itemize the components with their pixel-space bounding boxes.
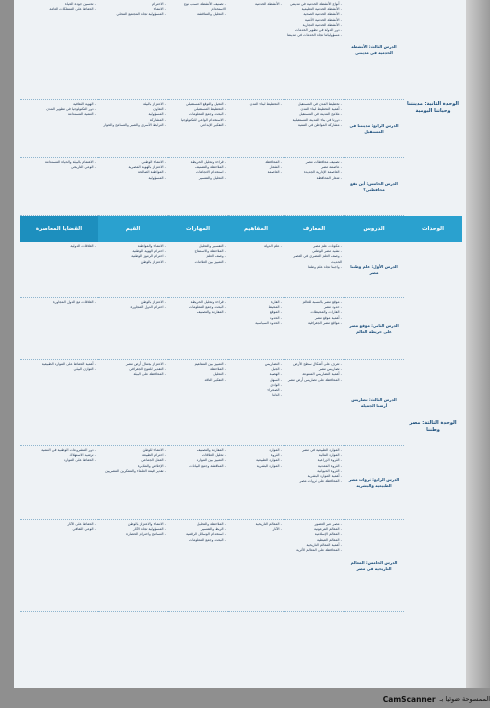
cell-line: - المحافظة (265, 160, 282, 164)
knowledge-cell (284, 446, 344, 520)
cell-line: - الانتماء للوطن (142, 448, 166, 452)
skills-cell (168, 520, 228, 612)
cell-line: - المعالم الإسلامية (314, 532, 342, 537)
cell-line: - البحث وجمع المعلومات (188, 537, 226, 542)
camscanner-brand: CamScanner (382, 694, 436, 704)
values-cell (98, 360, 168, 446)
issues-cell (20, 242, 98, 298)
cell-line: - موقع مصر بالنسبة للعالم (302, 300, 342, 304)
cell-line: - العلاقات مع الدول المجاورة (52, 300, 96, 304)
cell-line: - المسؤولية تجاه الآثار (133, 527, 166, 532)
column-header: القضايا المعاصرة (20, 216, 98, 242)
concepts-cell (228, 298, 284, 360)
cell-line: - وصف العلم المصري في العصر الحديث (293, 254, 342, 264)
skills-cell (168, 158, 228, 216)
cell-line: - الثروة الحيوانية (317, 468, 342, 473)
lesson-title: الدرس الأول: علم وطننا مصر (344, 242, 404, 298)
cell-line: - دور المشروعات الوطنية في التنمية (41, 448, 96, 452)
scanned-by-label: الممسوحة ضوئيا بـ (439, 695, 490, 703)
knowledge-cell (284, 298, 344, 360)
cell-line: - تخطيط المدن في المستقبل (297, 102, 342, 106)
cell-line: - شعار المحافظة (316, 175, 342, 180)
cell-line: - التنمية المستدامة (67, 112, 96, 117)
concepts-cell (228, 0, 284, 100)
column-header: الوحدات (404, 216, 462, 242)
values-cell (98, 100, 168, 158)
cell-line: - احترام الهوية الوطنية (132, 249, 166, 254)
concepts-cell (228, 242, 284, 298)
cell-line: - التخطيط المستقبلي (193, 107, 226, 112)
cell-line: - المعالم التاريخية (255, 522, 282, 526)
cell-line: - الثروة الزراعية (317, 458, 342, 463)
cell-line: - مصر عبر العصور (314, 522, 342, 526)
cell-line: - الإخلاص والمثابرة (137, 463, 166, 468)
cell-line: - التحليل (213, 372, 226, 377)
column-header: الدروس (344, 216, 404, 242)
cell-line: - مشاركة المواطن في التنمية (297, 122, 342, 127)
cell-line: - التوازن البيئي (73, 367, 96, 372)
concepts-cell (228, 100, 284, 158)
column-header: القيم (98, 216, 168, 242)
cell-line: - التخيل والتوقع المستقبلي (186, 102, 226, 106)
lesson-title: الدرس الثالث: الأنشطة الخدمية في مدينتي (344, 0, 404, 100)
skills-cell (168, 0, 228, 100)
lesson-title: الدرس الثالث: تضاريس أرضنا الجميلة (344, 360, 404, 446)
skills-cell (168, 242, 228, 298)
cell-line: - أهمية التضاريس المتنوعة (302, 372, 342, 377)
scanner-footer (320, 690, 490, 708)
cell-line: - الاعتزاز بالوطن (140, 259, 166, 264)
concepts-cell (228, 360, 284, 446)
cell-line: - القارات والمحيطات (310, 310, 342, 315)
cell-line: - المحافظة على المعالم الأثرية (296, 548, 342, 553)
skills-cell (168, 298, 228, 360)
cell-line: - البحث وجمع المعلومات (188, 112, 226, 117)
cell-line: - المقارنة والتصنيف (196, 448, 226, 452)
cell-line: - الوعي التاريخي (71, 165, 96, 170)
cell-line: - العاصمة الإدارية الجديدة (303, 170, 342, 175)
cell-line: - أهمية الموارد البشرية (307, 474, 342, 479)
cell-line: - الهضبة (269, 372, 282, 377)
cell-line: - احترام الدول المجاورة (130, 305, 166, 310)
cell-line: - التحليل والتفسير (198, 175, 226, 180)
cell-line: - المحافظة على تضاريس أرض مصر (287, 377, 342, 382)
cell-line: - القارة (270, 300, 282, 304)
lesson-title: الدرس الرابع: مدينتنا في المستقبل (344, 100, 404, 158)
cell-line: - الموقع (269, 310, 282, 315)
cell-line: - التمييز بين المفاهيم (194, 362, 226, 366)
cell-line: - أهمية موقع مصر (314, 315, 342, 320)
cell-line: - التضاريس (264, 362, 282, 366)
cell-line: - أهمية التخطيط لبناء المدن (300, 107, 342, 112)
cell-line: - واجبنا تجاه علم وطننا (308, 264, 342, 269)
cell-line: - التفكير الإبداعي (200, 122, 226, 127)
cell-line: - التعاون (153, 107, 166, 112)
cell-line: - الملاحظة والتصنيف (195, 165, 226, 170)
values-cell (98, 158, 168, 216)
column-header: المفاهيم (228, 216, 284, 242)
cell-line: - الحدود السياسية (255, 320, 282, 325)
knowledge-cell (284, 100, 344, 158)
cell-line: - الآثار (272, 527, 282, 532)
cell-line: - المشاركة (149, 117, 166, 122)
cell-line: - المسؤولية (148, 112, 166, 117)
values-cell (98, 242, 168, 298)
cell-line: - ترشيد الاستهلاك (69, 453, 96, 458)
cell-line: - الصحراء (267, 388, 282, 393)
cell-line: - تعرف على أشكال سطح الأرض (293, 362, 342, 366)
cell-line: - المحافظة على ثروات مصر (299, 479, 342, 484)
cell-line: - الهوية الثقافية (73, 102, 96, 106)
curriculum-table (20, 0, 462, 688)
issues-cell (20, 0, 98, 100)
cell-line: - الملاحظة (210, 367, 226, 372)
cell-line: - الدلتا (272, 393, 282, 398)
issues-cell (20, 446, 98, 520)
knowledge-cell (284, 242, 344, 298)
cell-line: - التقدير للتنوع الجغرافي (129, 367, 166, 372)
cell-line: - أنواع الأنشطة الخدمية في مدينتي (289, 2, 342, 6)
cell-line: - الاحترام (152, 2, 166, 6)
cell-line: - دور التكنولوجيا في تطوير المدن (46, 107, 96, 112)
cell-line: - التمييز بين العلامات (194, 259, 226, 264)
cell-line: - التخطيط لبناء المدن (249, 102, 282, 106)
cell-line: - الأنشطة الخدمية التجارية (302, 22, 342, 27)
cell-line: - مسؤولياتنا تجاه الخدمات في مدينتنا (286, 33, 342, 38)
issues-cell (20, 298, 98, 360)
issues-cell (20, 520, 98, 612)
cell-line: - دورنا في بناء المدينة المستقبلية (292, 117, 342, 122)
knowledge-cell (284, 520, 344, 612)
issues-cell (20, 360, 98, 446)
cell-line: - قراءة وتحليل الخريطة (190, 160, 226, 164)
cell-line: - المسؤولية (148, 175, 166, 180)
lesson-title: الدرس الثاني: موقع مصر على خريطة العالم (344, 298, 404, 360)
cell-line: - التفسير والتحليل (198, 244, 226, 248)
cell-line: - تضاريس مصر (318, 367, 342, 372)
page-fold-shadow (466, 0, 490, 688)
cell-line: - الترابط الأسري والصبر والتسامح والحوار (103, 122, 166, 127)
cell-line: - التحليل والمناقشة (196, 12, 226, 17)
cell-line: - تحسين جودة الحياة (64, 2, 96, 6)
knowledge-cell (284, 158, 344, 216)
cell-line: - دور الدولة في تطوير الخدمات (294, 28, 342, 33)
cell-line: - الانتماء والمواطنة (137, 244, 166, 248)
concepts-cell (228, 158, 284, 216)
cell-line: - الأنشطة الخدمية الصحية (303, 12, 342, 17)
knowledge-cell (284, 360, 344, 446)
cell-line: - الاعتزاز بجمال أرض مصر (125, 362, 166, 366)
lesson-title: الدرس الخامس: أين تقع محافظتي؟ (344, 158, 404, 216)
cell-line: - أهمية الحفاظ على الموارد الطبيعية (41, 362, 96, 366)
skills-cell (168, 100, 228, 158)
cell-line: - الثروة (270, 453, 282, 458)
values-cell (98, 520, 168, 612)
cell-line: - المسؤولية تجاه المجتمع المحلي (116, 12, 166, 17)
cell-line: - الملاحظة والاستنتاج (194, 249, 226, 254)
values-cell (98, 0, 168, 100)
cell-line: - ملامح المدينة في المستقبل (298, 112, 342, 117)
cell-line: - العاصمة (267, 170, 282, 175)
cell-line: - الأنشطة الخدمية الأمنية (304, 17, 342, 22)
values-cell (98, 298, 168, 360)
cell-line: - المعالم القبطية (316, 537, 342, 542)
cell-line: - الموارد الطبيعية في مصر (302, 448, 342, 452)
cell-line: - الأنشطة الخدمية (255, 2, 282, 6)
cell-line: - العمل الجماعي (141, 458, 166, 463)
cell-line: - احترام الرموز الوطنية (131, 254, 166, 259)
cell-line: - الحفاظ على الموارد (63, 458, 96, 463)
cell-line: - الملاحظة والتحليل (196, 522, 226, 526)
cell-line: - المحيط (268, 305, 282, 310)
cell-line: - التمييز بين الموارد (196, 458, 226, 463)
cell-line: - الثروة المعدنية (317, 463, 342, 468)
cell-line: - الاستخدام الواعي للتكنولوجيا (180, 117, 226, 122)
cell-line: - وصف العلم (206, 254, 226, 259)
cell-line: - تقدير قيمة العلماء والمفكرين المصريين (105, 468, 166, 473)
cell-line: - الموارد المائية (318, 453, 342, 458)
cell-line: - التفكير الناقد (204, 377, 226, 382)
cell-line: - التسامح واحترام الحضارة (126, 532, 166, 537)
cell-line: - الانتماء (153, 7, 166, 12)
concepts-cell (228, 446, 284, 520)
cell-line: - الموارد البشرية (256, 463, 282, 468)
cell-line: - الأنشطة الخدمية التعليمية (301, 7, 342, 12)
cell-line: - المناقشة وجمع البيانات (189, 463, 226, 468)
cell-line: - استخدام الوسائل الرقمية (186, 532, 226, 537)
cell-line: - نشيد مصر الوطني (312, 249, 342, 254)
cell-line: - الربط والتفسير (200, 527, 226, 532)
cell-line: - المواطنة الصالحة (137, 170, 166, 175)
cell-line: - عاصمة مصر (321, 165, 342, 170)
cell-line: - المعالم الفرعونية (314, 527, 342, 532)
cell-line: - المقارنة والتصنيف (196, 310, 226, 315)
cell-line: - الاعتزاز بالوطن (140, 300, 166, 304)
issues-cell (20, 158, 98, 216)
cell-line: - قراءة وتحليل الخريطة (190, 300, 226, 304)
cell-line: - الموارد الطبيعية (256, 458, 282, 463)
cell-line: - الانتماء والاعتزاز بالوطن (127, 522, 166, 526)
unit-title: الوحدة الثانية: مدينتنا وحياتنا اليومية (407, 101, 459, 114)
values-cell (98, 446, 168, 520)
cell-line: - المحافظة على البيئة (133, 372, 166, 377)
cell-line: - الوادي (270, 382, 282, 387)
cell-line: - الموارد (269, 448, 282, 452)
cell-line: - السهل (269, 377, 282, 382)
cell-line: - علم الدولة (263, 244, 282, 248)
cell-line: - الاهتمام بالبيئة والحياة المستدامة (44, 160, 96, 164)
issues-cell (20, 100, 98, 158)
cell-line: - الاعتزاز بالبيئة (143, 102, 166, 106)
unit-title: الوحدة الثالثة: مصر وطننا (409, 420, 457, 433)
cell-line: - استخدام الاتجاهات (196, 170, 226, 175)
document-page (14, 0, 466, 688)
skills-cell (168, 446, 228, 520)
cell-line: - الوعي الثقافي (72, 527, 96, 532)
cell-line: - تصنيف محافظات مصر (305, 160, 342, 164)
lesson-title: الدرس الخامس: المعالم التاريخية في مصر (344, 520, 404, 612)
cell-line: - الشعار (269, 165, 282, 170)
cell-line: - الحدود (269, 315, 282, 320)
cell-line: - أهمية المعالم التاريخية (306, 542, 342, 547)
cell-line: - احترام الطبيعة (142, 453, 166, 458)
cell-line: - الجبل (271, 367, 282, 372)
cell-line: - الانتماء الوطني (141, 160, 166, 164)
cell-line: - العلاقات الدولية (70, 244, 96, 248)
skills-cell (168, 360, 228, 446)
cell-line: - الحفاظ على الممتلكات العامة (49, 7, 96, 12)
concepts-cell (228, 520, 284, 612)
cell-line: - الاعتزاز بالهوية المصرية (128, 165, 166, 170)
cell-line: - مكونات علم مصر (313, 244, 342, 248)
knowledge-cell (284, 0, 344, 100)
cell-line: - البحث وجمع المعلومات (188, 305, 226, 310)
column-header: المعارف (284, 216, 344, 242)
cell-line: - تصنيف الأنشطة حسب نوع الاستخدام (184, 2, 226, 12)
cell-line: - تحليل العلاقات (201, 453, 226, 458)
lesson-title: الدرس الرابع: ثروات مصر الطبيعية والبشرية (344, 446, 404, 520)
cell-line: - مواقع مصر الجغرافية (307, 320, 342, 325)
cell-line: - حدود مصر (323, 305, 342, 310)
column-header: المهارات (168, 216, 228, 242)
cell-line: - الحفاظ على الآثار (67, 522, 96, 526)
